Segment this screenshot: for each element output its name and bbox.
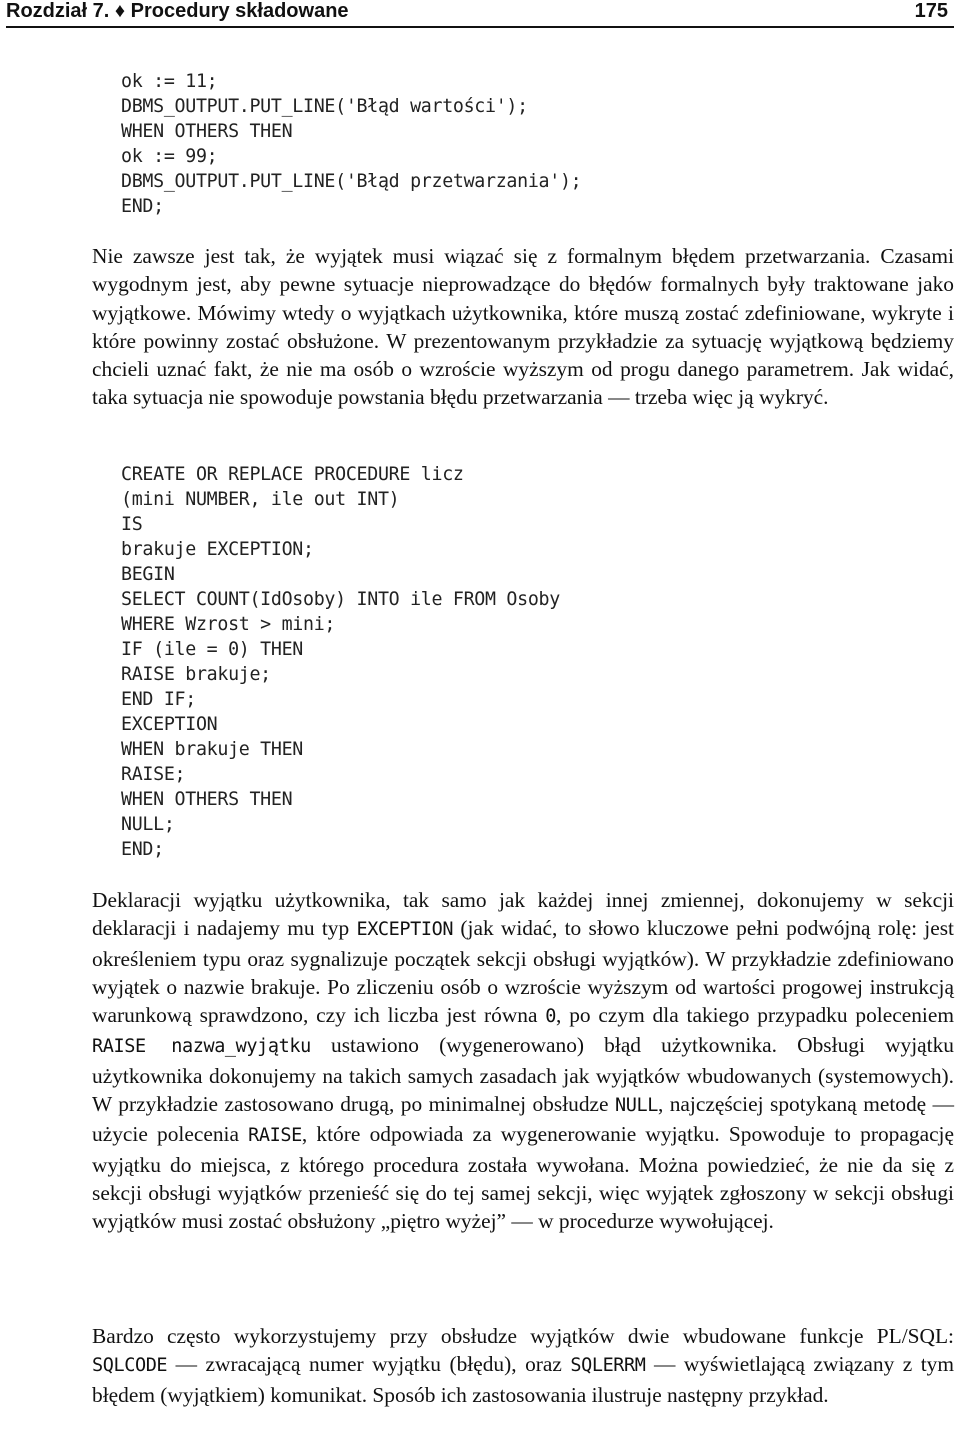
code-listing-exception-handler: [121, 69, 581, 219]
inline-code: SQLCODE: [92, 1355, 168, 1377]
code-line: SELECT COUNT(IdOsoby) INTO ile FROM Osoby: [121, 589, 560, 610]
text-run: — zwracającą numer wyjątku (błędu), oraz: [167, 1352, 571, 1377]
code-line: IF (ile = 0) THEN: [121, 639, 304, 660]
text-run: (jak widać, to słowo kluczowe pełni podwójną rolę: jest określeniem typu oraz sygnalizuje początek sekcji obsługi wyjątków). W przykładzie zdefiniowano wyjątek o nazwie brakuje. Po zliczeniu osób o wzroście wyższym od wartości progowej instrukcją warunkową sprawdzono, czy ich liczba jest równa: [92, 916, 954, 1028]
code-line: RAISE;: [121, 764, 186, 785]
code-listing-procedure-licz: [121, 462, 560, 862]
code-line: END IF;: [121, 689, 196, 710]
inline-code: 0: [545, 1006, 557, 1028]
paragraph-user-exceptions-intro: Nie zawsze jest tak, że wyjątek musi wiązać się z formalnym błędem przetwarzania. Czasami wygodnym jest, aby pewne sytuacje nieprowadzące do błędów formalnych były traktowane jako wyjątkowe. Mówimy wtedy o wyjątkach użytkownika, które muszą zostać zdefiniowane, wykryte i które powinny zostać obsłużone. W prezentowanym przykładzie za sytuację wyjątkową będziemy chcieli uznać fakt, że nie ma osób o wzroście wyższym od progu danego parametrem. Jak widać, taka sytuacja nie spowoduje powstania błędu przetwarzania — trzeba więc ją wykryć.: [92, 244, 954, 410]
code-line: ok := 11;: [121, 71, 218, 92]
code-line: brakuje EXCEPTION;: [121, 539, 314, 560]
page-number: 175: [914, 0, 948, 22]
code-line: ok := 99;: [121, 146, 218, 167]
code-line: (mini NUMBER, ile out INT): [121, 489, 400, 510]
code-line: BEGIN: [121, 564, 175, 585]
code-line: WHEN brakuje THEN: [121, 739, 304, 760]
text-run: Deklaracji wyjątku użytkownika, tak samo jak każdej innej zmiennej, dokonujemy w sekcji deklaracji i nadajemy mu typ: [92, 888, 954, 941]
code-line: WHEN OTHERS THEN: [121, 121, 293, 142]
code-line: IS: [121, 514, 143, 535]
text-run: , po czym dla takiego przypadku poleceniem: [556, 1003, 954, 1028]
text-run: , najczęściej spotykaną metodę — użycie polecenia: [92, 1092, 955, 1147]
code-line: END;: [121, 839, 164, 860]
code-line: WHERE Wzrost > mini;: [121, 614, 336, 635]
inline-code: RAISE: [248, 1125, 302, 1147]
text-run: , które odpowiada za wygenerowanie wyjątku. Spowoduje to propagację wyjątku do miejsca, z którego procedura została wywołana. Można powiedzieć, że nie da się z sekcji obsługi wyjątków przenieść się do tej samej sekcji, więc wyjątek zgłoszony w sekcji obsługi wyjątków musi zostać obsłużony „piętro wyżej” — w procedurze wywołującej.: [92, 1122, 954, 1234]
code-line: DBMS_OUTPUT.PUT_LINE('Błąd wartości');: [121, 96, 528, 117]
paragraph-sqlcode-sqlerrm: [92, 1322, 954, 1409]
code-line: RAISE brakuje;: [121, 664, 271, 685]
paragraph-exception-declaration: [92, 886, 954, 1236]
running-header: [6, 0, 954, 28]
inline-code: RAISE nazwa_wyjątku: [92, 1036, 311, 1058]
code-line: END;: [121, 196, 164, 217]
chapter-title: Rozdział 7. ♦ Procedury składowane: [6, 0, 349, 22]
text-run: — wyświetlającą związany z tym błędem (wyjątkiem) komunikat. Sposób ich zastosowania ilustruje następny przykład.: [92, 1352, 954, 1407]
text-run: Bardzo często wykorzystujemy przy obsłudze wyjątków dwie wbudowane funkcje PL/SQL:: [92, 1324, 954, 1348]
code-line: CREATE OR REPLACE PROCEDURE licz: [121, 464, 464, 485]
inline-code: EXCEPTION: [356, 919, 454, 941]
code-line: DBMS_OUTPUT.PUT_LINE('Błąd przetwarzania');: [121, 171, 582, 192]
inline-code: SQLERRM: [570, 1355, 646, 1377]
text-run: ustawiono (wygenerowano) błąd użytkownika. Obsługi wyjątku użytkownika dokonujemy na takich samych zasadach jak wyjątków wbudowanych (systemowych). W przykładzie zastosowano drugą, po minimalnej obsłudze: [92, 1033, 954, 1117]
code-line: EXCEPTION: [121, 714, 218, 735]
code-line: NULL;: [121, 814, 175, 835]
inline-code: NULL: [614, 1095, 658, 1117]
code-line: WHEN OTHERS THEN: [121, 789, 293, 810]
